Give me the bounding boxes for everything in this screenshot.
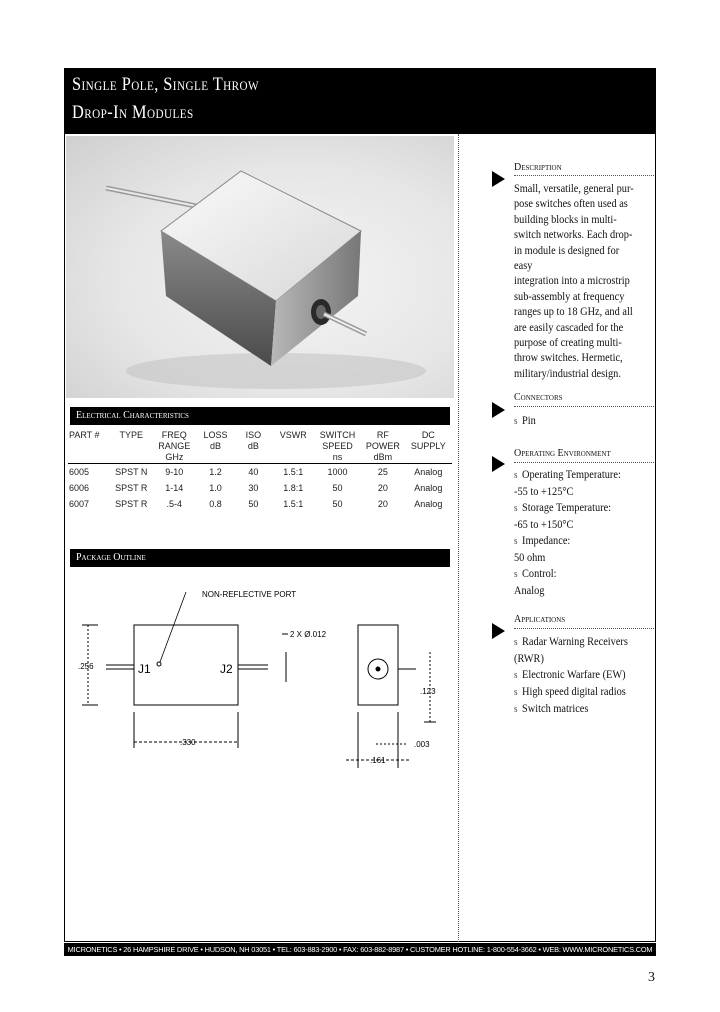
height-dim: .256	[78, 662, 94, 671]
environment-arrow-icon	[492, 456, 505, 472]
pin-height-dim: .123	[420, 687, 436, 696]
list-item: s Storage Temperature:	[514, 502, 612, 514]
description-text: Small, versatile, general pur- pose switches often used as building blocks in multi- switch networks. Each drop- in module is designed for easy integration into a microstrip sub-assembly at frequency ranges up to 18 GHz, and all are easily cascaded for the purpose of creating multi- throw switches. Hermetic, military/industrial design.	[514, 183, 634, 380]
col-supply: DC SUPPLY	[410, 430, 446, 451]
list-item: s Electronic Warfare (EW)	[514, 669, 626, 681]
title-line-2: Drop-In Modules	[72, 102, 194, 123]
outline-heading: Package Outline	[70, 549, 450, 567]
applications-heading: Applications	[514, 614, 566, 625]
environment-rule	[514, 462, 654, 463]
width-dim: .330	[180, 738, 196, 747]
applications-list	[514, 634, 641, 718]
depth-dim: .161	[370, 756, 386, 765]
col-speed: SWITCH SPEED ns	[319, 430, 356, 462]
footer-contact-bar: MICRONETICS • 26 HAMPSHIRE DRIVE • HUDSON, NH 03051 • TEL: 603-883-2900 • FAX: 603-882-8987 • CUSTOMER HOTLINE: 1-800-554-3662 • WEB: WWW.MICRONETICS.COM	[64, 943, 656, 956]
title-bar	[64, 68, 656, 134]
list-item: s Impedance:	[514, 535, 571, 547]
pin-offset-dim: .003	[414, 740, 430, 749]
title-line-1: Single Pole, Single Throw	[72, 74, 259, 95]
list-item: s High speed digital radios	[514, 686, 626, 698]
col-loss: LOSS dB	[203, 430, 228, 451]
connectors-heading: Connectors	[514, 392, 563, 403]
connectors-rule	[514, 406, 654, 407]
package-outline-drawing	[68, 572, 452, 787]
table-header-row	[68, 430, 452, 464]
j1-label: J1	[138, 662, 151, 676]
environment-heading: Operating Environment	[514, 448, 611, 459]
description-arrow-icon	[492, 171, 505, 187]
list-item: s Control:	[514, 568, 557, 580]
environment-list: s Operating Temperature: -55 to +125°C s Storage Temperature: -65 to +150°C s Impedance: 50 ohm s Control: Analog	[514, 469, 621, 597]
module-illustration	[66, 136, 454, 398]
list-item: s Pin	[514, 415, 536, 427]
col-power: RF POWER dBm	[365, 430, 400, 462]
connectors-list	[514, 413, 538, 430]
nonreflective-label: NON-REFLECTIVE PORT	[202, 590, 297, 599]
pin-dia-dim: 2 X Ø.012	[290, 630, 327, 639]
column-divider	[458, 134, 459, 942]
product-photo	[66, 136, 454, 398]
page-number: 3	[648, 970, 655, 985]
applications-rule	[514, 628, 654, 629]
j2-label: J2	[220, 662, 233, 676]
body-side-view	[358, 625, 398, 705]
list-item: s Operating Temperature:	[514, 469, 621, 481]
electrical-heading: Electrical Characteristics	[70, 407, 450, 425]
description-rule	[514, 175, 654, 176]
connectors-arrow-icon	[492, 402, 505, 418]
list-item: (RWR)	[514, 653, 544, 665]
applications-arrow-icon	[492, 623, 505, 639]
electrical-table	[68, 430, 452, 512]
table-row: 6005 SPST N 9-10 1.2 40 1.5:1 1000 25 Analog	[69, 467, 443, 477]
col-vswr: VSWR	[279, 430, 307, 440]
col-freq: FREQ RANGE GHz	[158, 430, 191, 462]
table-row: 6007 SPST R .5-4 0.8 50 1.5:1 50 20 Analog	[69, 499, 443, 509]
col-type: TYPE	[119, 430, 143, 440]
col-part: PART #	[69, 430, 100, 440]
table-row: 6006 SPST R 1-14 1.0 30 1.8:1 50 20 Analog	[69, 483, 443, 493]
description-heading: Description	[514, 162, 562, 173]
list-item: s Radar Warning Receivers	[514, 636, 628, 648]
col-iso: ISO dB	[245, 430, 262, 451]
list-item: s Switch matrices	[514, 703, 589, 715]
